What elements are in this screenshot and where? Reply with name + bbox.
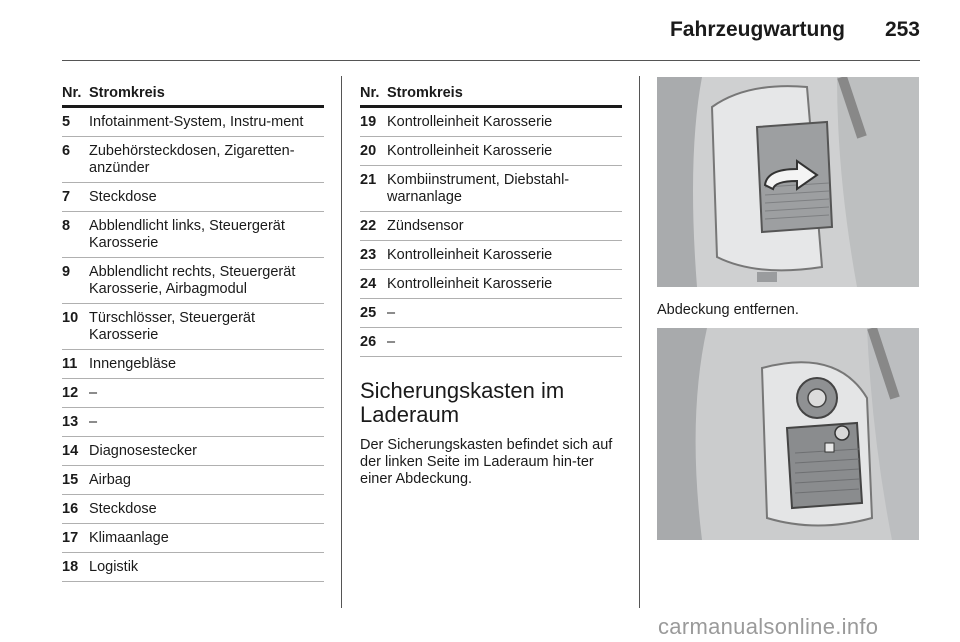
page-number: 253 (884, 18, 920, 41)
fuse-number: 5 (62, 114, 71, 130)
circuit-name: Klimaanlage (89, 530, 169, 546)
table-header (62, 80, 324, 108)
circuit-name: Zündsensor (387, 218, 464, 234)
table-body (360, 108, 622, 357)
table-row (62, 212, 324, 258)
table-row (62, 183, 324, 212)
fuse-number: 10 (62, 310, 79, 326)
table-header (360, 80, 622, 108)
fuse-number: 20 (360, 143, 377, 159)
table-row (62, 137, 324, 183)
circuit-name: Infotainment-System, Instru-ment (89, 114, 304, 130)
circuit-name: Innengebläse (89, 356, 177, 372)
chapter-title: Fahrzeugwartung (669, 18, 845, 41)
circuit-name: Kontrolleinheit Karosserie (387, 247, 553, 263)
circuit-name: Abblendlicht rechts, Steuergerät Karosserie, Airbagmodul (89, 264, 296, 297)
table-row (62, 553, 324, 582)
table-row (360, 299, 622, 328)
fuse-number: 8 (62, 218, 71, 234)
table-row (360, 270, 622, 299)
circuit-name: Kontrolleinheit Karosserie (387, 276, 553, 292)
circuit-name: – (89, 414, 98, 430)
fuse-number: 13 (62, 414, 79, 430)
fuse-number: 7 (62, 189, 71, 205)
fuse-number: 12 (62, 385, 79, 401)
fuse-number: 18 (62, 559, 79, 575)
circuit-name: Kombiinstrument, Diebstahl-warnanlage (387, 172, 570, 205)
table-row (62, 379, 324, 408)
circuit-name: Kontrolleinheit Karosserie (387, 114, 553, 130)
table-row (62, 408, 324, 437)
circuit-name: – (387, 334, 396, 350)
nr-header: Nr. (360, 85, 380, 101)
table-row (62, 495, 324, 524)
fuse-number: 24 (360, 276, 377, 292)
circuit-name: Diagnosestecker (89, 443, 197, 459)
table-body (62, 108, 324, 582)
fuse-number: 16 (62, 501, 79, 517)
column-divider (639, 76, 640, 608)
fuse-number: 11 (62, 356, 78, 372)
section-heading: Sicherungskasten im Laderaum (360, 378, 565, 427)
fuse-number: 25 (360, 305, 377, 321)
table-row (62, 524, 324, 553)
fuse-table-left (62, 80, 324, 582)
fuse-box-illustration (657, 328, 919, 540)
circuit-name: Abblendlicht links, Steuergerät Karosserie (89, 218, 285, 251)
nr-header: Nr. (62, 85, 82, 101)
cargo-trim-illustration (657, 77, 919, 287)
circuit-name: Zubehörsteckdosen, Zigaretten-anzünder (89, 143, 295, 176)
table-row (360, 108, 622, 137)
fuse-number: 23 (360, 247, 377, 263)
fuse-number: 21 (360, 172, 377, 188)
fuse-number: 15 (62, 472, 79, 488)
fuse-number: 19 (360, 114, 377, 130)
fuse-number: 9 (62, 264, 71, 280)
table-row (62, 304, 324, 350)
circuit-name: Steckdose (89, 501, 157, 517)
header-rule (62, 60, 920, 61)
table-row (62, 108, 324, 137)
circuit-header: Stromkreis (89, 85, 165, 101)
figure-cover-removal (657, 77, 919, 287)
circuit-name: Kontrolleinheit Karosserie (387, 143, 553, 159)
circuit-name: – (387, 305, 396, 321)
circuit-name: – (89, 385, 98, 401)
table-row (360, 166, 622, 212)
fuse-table-right (360, 80, 622, 488)
circuit-name: Logistik (89, 559, 139, 575)
fuse-number: 26 (360, 334, 377, 350)
fuse-number: 6 (62, 143, 71, 159)
table-row (62, 466, 324, 495)
circuit-name: Türschlösser, Steuergerät Karosserie (89, 310, 256, 343)
table-row (360, 328, 622, 357)
table-row (360, 137, 622, 166)
column-divider (341, 76, 342, 608)
fuse-number: 14 (62, 443, 79, 459)
figure-caption: Abdeckung entfernen. (657, 302, 799, 318)
section-body: Der Sicherungskasten befindet sich auf der linken Seite im Laderaum hin-ter einer Abdeckung. (360, 437, 613, 487)
circuit-header: Stromkreis (387, 85, 463, 101)
fuse-number: 17 (62, 530, 79, 546)
table-row (62, 258, 324, 304)
table-row (360, 241, 622, 270)
figure-fuse-box (657, 328, 919, 540)
circuit-name: Airbag (89, 472, 131, 488)
table-row (62, 350, 324, 379)
table-row (360, 212, 622, 241)
circuit-name: Steckdose (89, 189, 157, 205)
watermark: carmanualsonline.info (658, 614, 879, 639)
fuse-number: 22 (360, 218, 377, 234)
table-row (62, 437, 324, 466)
